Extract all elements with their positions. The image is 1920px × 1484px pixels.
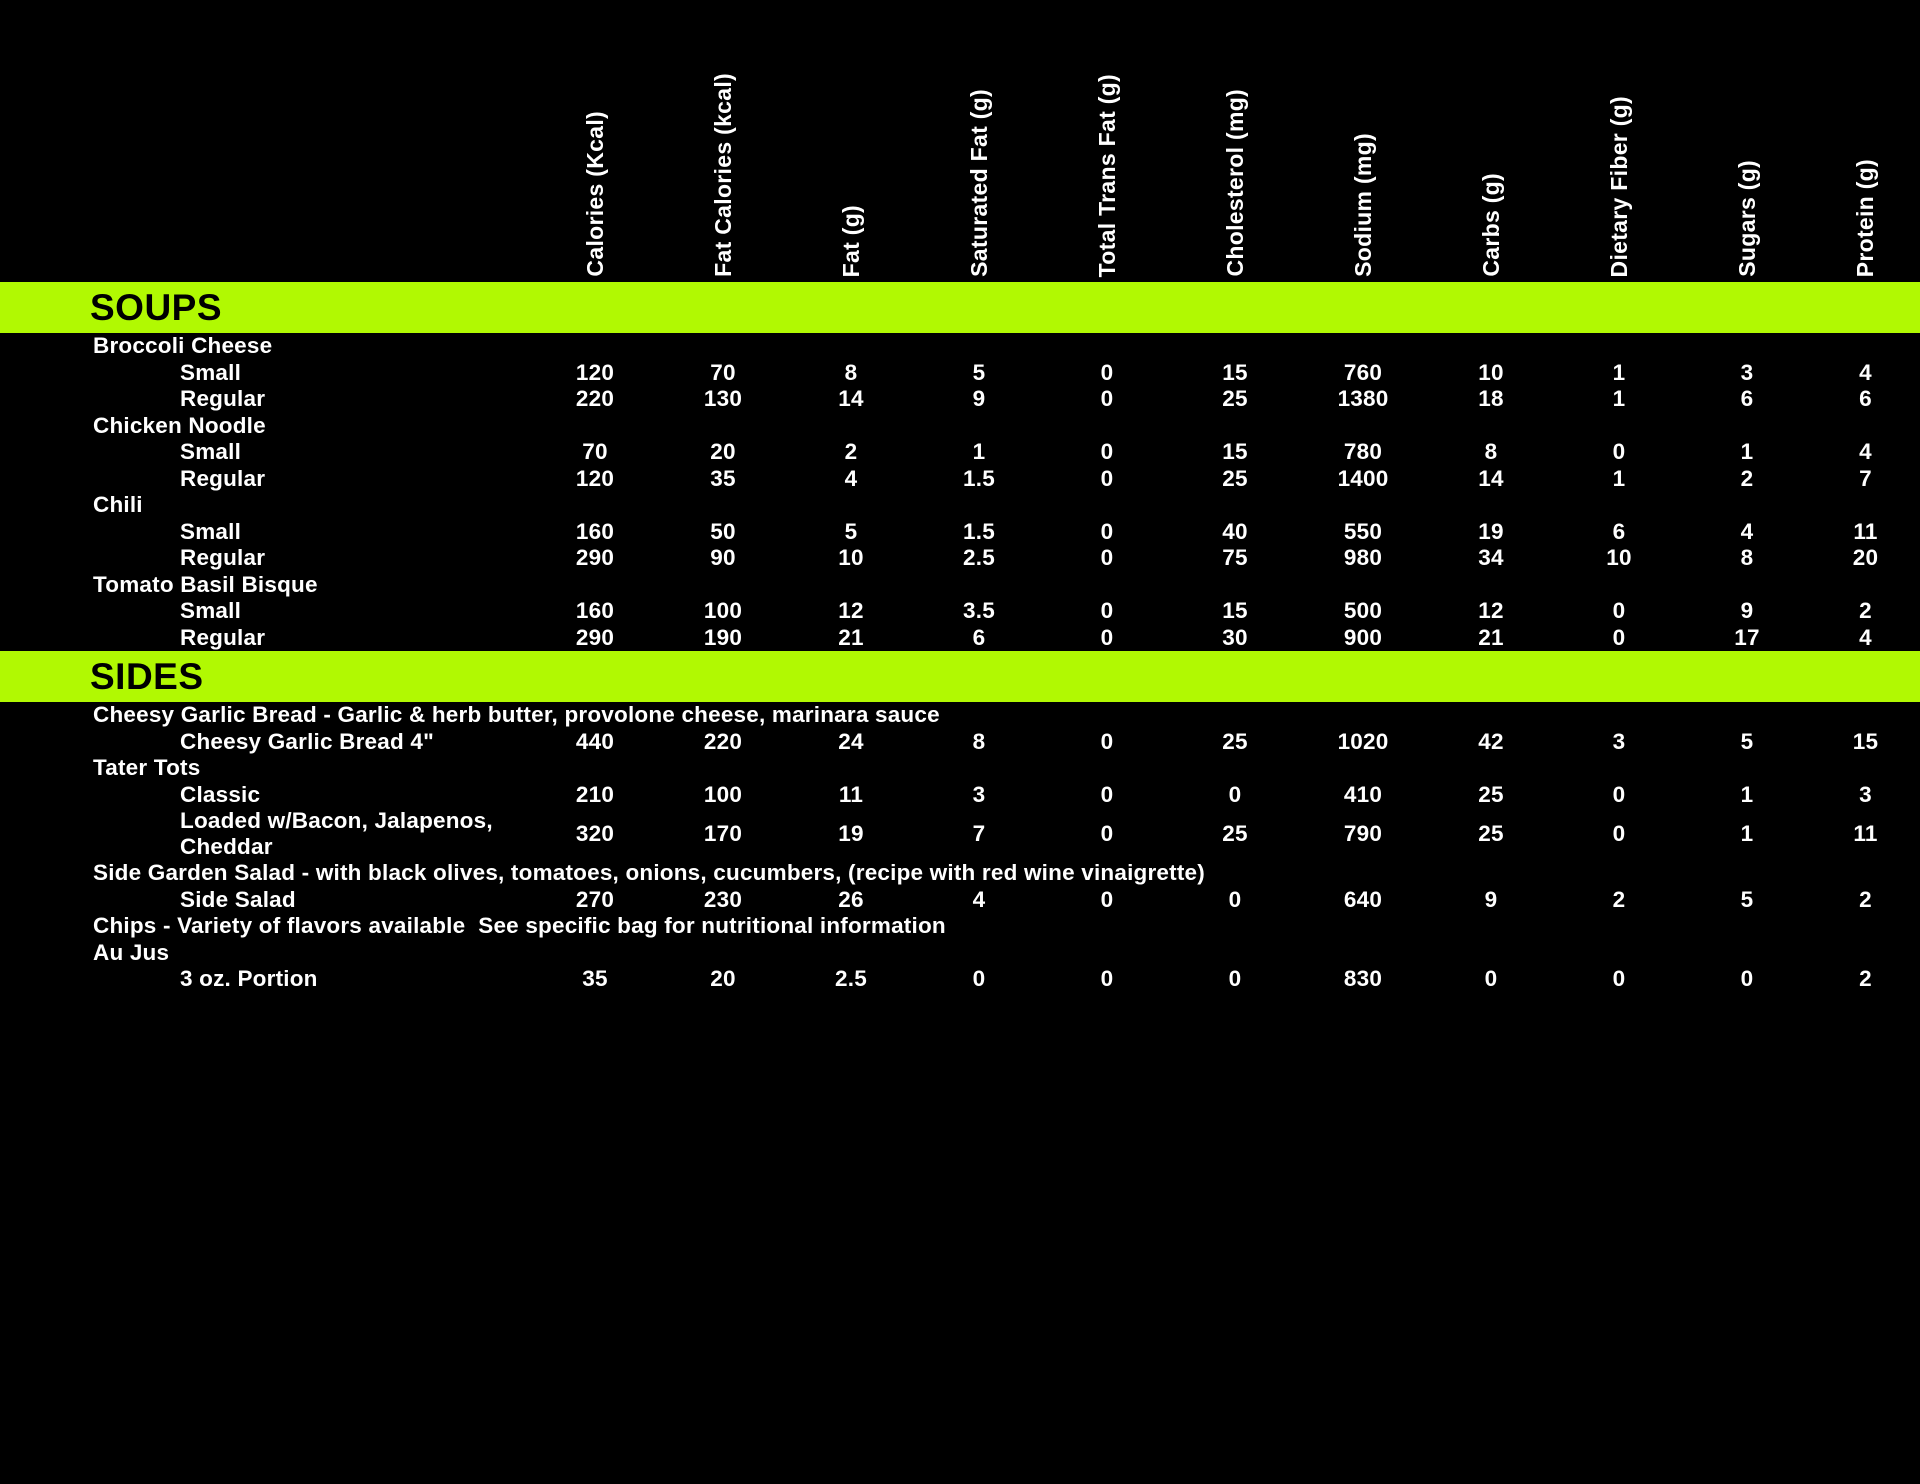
nutrition-value: 18 [1478,386,1504,412]
section-banner [0,282,1920,333]
nutrition-value: 0 [1612,821,1626,846]
menu-item-row [0,466,1920,493]
nutrition-value: 0 [1100,439,1114,465]
item-label: Cheesy Garlic Bread 4" [180,728,434,754]
nutrition-value: 0 [1740,966,1754,992]
group-label: Side Garden Salad - with black olives, tomatoes, onions, cucumbers, (recipe with red wine vinaigrette) [93,860,1205,886]
nutrition-value: 90 [710,545,736,571]
nutrition-value: 320 [575,821,615,846]
nutrition-value: 6 [972,624,986,650]
nutrition-value: 190 [703,624,743,650]
nutrition-value: 9 [1484,886,1498,912]
menu-group-row [0,913,1920,940]
nutrition-value: 2.5 [963,545,995,571]
nutrition-value: 0 [1100,465,1114,491]
nutrition-value: 35 [582,966,608,992]
menu-item-row [0,439,1920,466]
nutrition-value: 21 [1478,624,1504,650]
nutrition-value: 19 [838,821,864,846]
menu-group-row [0,413,1920,440]
nutrition-value: 0 [1228,886,1242,912]
nutrition-value: 210 [575,781,615,807]
nutrition-value: 1 [1740,821,1754,846]
nutrition-value: 290 [575,545,615,571]
group-label: Chicken Noodle [93,412,266,438]
menu-group-row [0,572,1920,599]
nutrition-value: 4 [844,465,858,491]
nutrition-value: 120 [575,359,615,385]
nutrition-value: 170 [703,821,743,846]
nutrition-value: 0 [1612,439,1626,465]
nutrition-value: 0 [1100,386,1114,412]
nutrition-value: 830 [1343,966,1383,992]
nutrition-value: 10 [1606,545,1632,571]
nutrition-value: 100 [703,598,743,624]
nutrition-value: 1 [972,439,986,465]
nutrition-value: 8 [844,359,858,385]
nutrition-value: 25 [1222,465,1248,491]
nutrition-value: 6 [1859,386,1872,412]
nutrition-value: 0 [1228,781,1242,807]
nutrition-value: 25 [1222,821,1248,846]
nutrition-value: 550 [1343,518,1383,544]
nutrition-value: 75 [1222,545,1248,571]
nutrition-value: 0 [1100,781,1114,807]
nutrition-value: 20 [710,966,736,992]
nutrition-value: 0 [1100,821,1114,846]
column-header: Saturated Fat (g) [965,89,992,277]
menu-item-row [0,887,1920,914]
nutrition-value: 290 [575,624,615,650]
nutrition-value: 160 [575,598,615,624]
nutrition-value: 17 [1734,624,1760,650]
nutrition-value: 25 [1478,781,1504,807]
column-header: Protein (g) [1852,158,1878,277]
item-label: Regular [180,545,266,571]
nutrition-value: 1 [1612,359,1626,385]
nutrition-value: 11 [1853,821,1878,846]
section-title: SIDES [90,656,204,697]
nutrition-value: 7 [972,821,986,846]
nutrition-value: 2 [1859,886,1872,912]
nutrition-value: 640 [1343,886,1383,912]
nutrition-value: 0 [1100,518,1114,544]
nutrition-value: 410 [1343,781,1383,807]
nutrition-value: 0 [1612,966,1626,992]
nutrition-value: 0 [1100,359,1114,385]
nutrition-value: 2 [844,439,858,465]
menu-group-row [0,702,1920,729]
nutrition-value: 21 [838,624,864,650]
nutrition-value: 3 [1859,781,1872,807]
nutrition-value: 9 [1740,598,1754,624]
nutrition-value: 270 [575,886,615,912]
item-label: Small [180,359,242,385]
item-label: Regular [180,386,266,412]
column-header-row [0,0,1920,282]
column-header: Cholesterol (mg) [1221,89,1248,277]
nutrition-value: 12 [838,598,864,624]
nutrition-value: 0 [1612,598,1626,624]
menu-group-row [0,333,1920,360]
nutrition-value: 1400 [1337,465,1389,491]
nutrition-value: 230 [703,886,743,912]
group-label: Chili [93,492,143,518]
nutrition-value: 1020 [1337,728,1389,754]
nutrition-value: 2.5 [835,966,867,992]
nutrition-value: 1380 [1337,386,1389,412]
item-label: 3 oz. Portion [180,966,318,992]
column-header: Carbs (g) [1477,173,1504,277]
nutrition-value: 0 [1612,624,1626,650]
nutrition-value: 1 [1740,781,1754,807]
nutrition-value: 20 [710,439,736,465]
nutrition-value: 0 [1100,545,1114,571]
nutrition-value: 14 [838,386,864,412]
item-label: Side Salad [180,886,296,912]
nutrition-value: 0 [1100,598,1114,624]
nutrition-value: 5 [1740,886,1754,912]
nutrition-value: 980 [1343,545,1383,571]
nutrition-value: 30 [1222,624,1248,650]
nutrition-value: 4 [1859,439,1872,465]
nutrition-value: 20 [1852,545,1879,571]
menu-group-row [0,492,1920,519]
nutrition-value: 4 [1859,624,1872,650]
nutrition-value: 15 [1222,439,1248,465]
nutrition-value: 760 [1343,359,1383,385]
nutrition-value: 10 [1478,359,1504,385]
nutrition-value: 14 [1478,465,1504,491]
nutrition-value: 42 [1478,728,1504,754]
nutrition-value: 0 [1100,966,1114,992]
nutrition-value: 8 [972,728,986,754]
menu-section [0,282,1920,651]
group-label: Tomato Basil Bisque [93,571,318,597]
column-header: Total Trans Fat (g) [1093,73,1120,277]
nutrition-value: 100 [703,781,743,807]
item-label: Small [180,439,242,465]
nutrition-value: 12 [1478,598,1504,624]
section-banner [0,651,1920,702]
nutrition-value: 10 [838,545,864,571]
nutrition-value: 25 [1222,728,1248,754]
nutrition-value: 11 [838,781,864,807]
nutrition-value: 120 [575,465,615,491]
nutrition-value: 1.5 [963,518,995,544]
nutrition-value: 1 [1612,386,1626,412]
menu-item-row [0,808,1920,860]
nutrition-value: 4 [972,886,986,912]
nutrition-value: 8 [1740,545,1754,571]
nutrition-value: 220 [575,386,615,412]
nutrition-value: 0 [1612,781,1626,807]
menu-item-row [0,519,1920,546]
nutrition-value: 3 [972,781,986,807]
menu-group-row [0,755,1920,782]
nutrition-value: 40 [1222,518,1248,544]
item-label: Regular [180,624,266,650]
nutrition-value: 130 [703,386,743,412]
menu-item-row [0,545,1920,572]
nutrition-value: 0 [1100,728,1114,754]
nutrition-value: 11 [1853,518,1878,544]
nutrition-value: 5 [844,518,858,544]
nutrition-value: 26 [838,886,864,912]
column-header: Fat (g) [837,204,864,277]
nutrition-value: 7 [1859,465,1872,491]
item-label: Small [180,598,242,624]
item-label: Small [180,518,242,544]
column-header: Calories (Kcal) [581,111,608,277]
nutrition-value: 0 [1228,966,1242,992]
nutrition-value: 1 [1740,439,1754,465]
item-label: Regular [180,465,266,491]
group-label: Tater Tots [93,755,201,781]
nutrition-value: 500 [1343,598,1383,624]
nutrition-value: 0 [972,966,986,992]
nutrition-value: 0 [1484,966,1498,992]
column-header: Sodium (mg) [1349,133,1376,277]
menu-item-row [0,625,1920,652]
nutrition-value: 25 [1222,386,1248,412]
nutrition-value: 900 [1343,624,1383,650]
menu-item-row [0,782,1920,809]
nutrition-value: 3.5 [963,598,995,624]
nutrition-value: 220 [703,728,743,754]
nutrition-value: 5 [972,359,986,385]
nutrition-value: 8 [1484,439,1498,465]
menu-item-row [0,966,1920,993]
nutrition-value: 70 [710,359,736,385]
menu-group-row [0,940,1920,967]
column-header: Fat Calories (kcal) [709,73,736,277]
menu-section [0,651,1920,993]
nutrition-value: 24 [838,728,864,754]
group-label: Cheesy Garlic Bread - Garlic & herb butter, provolone cheese, marinara sauce [93,702,940,728]
nutrition-value: 15 [1852,728,1879,754]
nutrition-value: 6 [1612,518,1626,544]
nutrition-value: 70 [582,439,608,465]
nutrition-value: 50 [710,518,736,544]
item-label: Loaded w/Bacon, Jalapenos, Cheddar [180,808,493,859]
menu-item-row [0,598,1920,625]
nutrition-value: 440 [575,728,615,754]
nutrition-value: 160 [575,518,615,544]
column-header: Sugars (g) [1733,160,1760,277]
nutrition-value: 3 [1612,728,1626,754]
group-label: Broccoli Cheese [93,333,273,359]
nutrition-value: 2 [1859,966,1872,992]
nutrition-value: 4 [1859,359,1872,385]
nutrition-value: 15 [1222,359,1248,385]
nutrition-value: 3 [1740,359,1754,385]
nutrition-value: 19 [1478,518,1504,544]
nutrition-value: 780 [1343,439,1383,465]
menu-item-row [0,360,1920,387]
menu-sections [0,282,1920,993]
section-title: SOUPS [90,287,223,328]
nutrition-value: 15 [1222,598,1248,624]
nutrition-value: 4 [1740,518,1754,544]
nutrition-value: 35 [710,465,736,491]
nutrition-value: 25 [1478,821,1504,846]
nutrition-value: 2 [1859,598,1872,624]
nutrition-value: 2 [1740,465,1754,491]
nutrition-value: 0 [1100,624,1114,650]
group-label: Chips - Variety of flavors available See specific bag for nutritional information [93,913,946,939]
nutrition-value: 6 [1740,386,1754,412]
menu-item-row [0,386,1920,413]
nutrition-value: 790 [1343,821,1383,846]
nutrition-value: 34 [1478,545,1504,571]
nutrition-value: 1 [1612,465,1626,491]
column-header: Dietary Fiber (g) [1605,95,1632,277]
menu-group-row [0,860,1920,887]
nutrition-value: 9 [972,386,986,412]
group-label: Au Jus [93,939,170,965]
nutrition-value: 0 [1100,886,1114,912]
item-label: Classic [180,781,261,807]
nutrition-value: 1.5 [963,465,995,491]
nutrition-value: 5 [1740,728,1754,754]
menu-item-row [0,729,1920,756]
nutrition-value: 2 [1612,886,1626,912]
